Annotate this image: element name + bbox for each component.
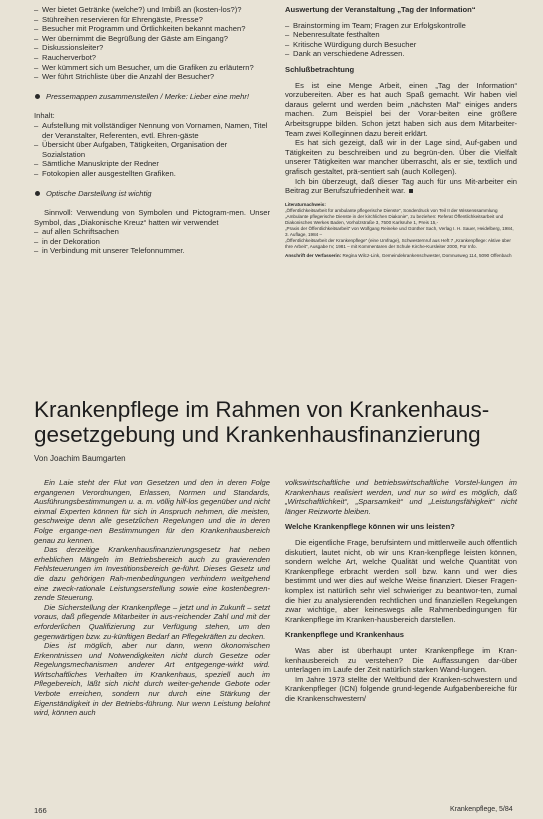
list-item: – Brainstorming im Team; Fragen zur Erfolgskontrolle: [285, 21, 517, 31]
list-item: – Wer kümmert sich um Besucher, um die Grafiken zu erläutern?: [34, 63, 270, 73]
evaluation-list: [285, 21, 517, 59]
conclusion-heading: Schlußbetrachtung: [285, 64, 355, 74]
issue-label: Krankenpflege, 5/84: [450, 806, 513, 813]
author-address: [285, 253, 517, 259]
end-mark-icon: [409, 189, 413, 193]
list-item: – in der Dekoration: [34, 237, 270, 247]
list-item: – Dank an verschiedene Adressen.: [285, 49, 517, 59]
list-item: – Kritische Würdigung durch Besucher: [285, 40, 517, 50]
list-item: – in Verbindung mit unserer Telefonnummer.: [34, 246, 270, 256]
literature-entry: „Praxis der Öffentlichkeitsarbeit“ von Wolfgang Reineke und Günther Sach, Verlag I. H. Sauer, Heidelberg, 1984, 3. Auflage, 1984 –: [285, 225, 514, 237]
evaluation-heading: Auswertung der Veranstaltung „Tag der Information“: [285, 5, 476, 14]
list-item: – Nebenresultate festhalten: [285, 30, 517, 40]
article-author: Von Joachim Baumgarten: [34, 454, 126, 463]
list-item: – Wer führt Strichliste über die Anzahl der Besucher?: [34, 72, 270, 82]
list-item: – Aufstellung mit vollständiger Nennung von Vornamen, Namen, Titel der Veranstalter, Referenten, evtl. Ehren-gäste: [34, 121, 270, 140]
conclusion-paragraph: [285, 177, 517, 196]
article-right-column: [285, 478, 517, 703]
literature-entry: „Öffentlichkeitsarbeit der Krankenpflege“ (eine Umfrage), Schwesternruf aus Heft 7 „Krankenpflege: Aktive über Ihre Arbeit“, Ausgabe IV, 1981 – mit Kommentaren der Schule Kirche-Kursleiter 2000, Für Info.: [285, 237, 511, 249]
list-item: – Fotokopien aller ausgestellten Grafiken.: [34, 169, 270, 179]
list-item: – Besucher mit Programm und Örtlichkeiten bekannt machen?: [34, 24, 270, 34]
intro-paragraph: Ein Laie steht der Flut von Gesetzen und den in deren Folge ergangenen Verordnungen, Erlassen, Normen und Standards, Ausführungsbestimmungen u. a. m. völlig hilf-los gegenüber und nicht einmal Experten können für sich in Anspruch nehmen, die meisten, geschweige denn alle gesetzlichen Regelungen und die in deren Folge ergange-nen Bestimmungen für den Krankenhausbereich genau zu kennen.: [34, 478, 270, 545]
literature-label: Literaturnachweis:: [285, 201, 326, 207]
body-paragraph: Was aber ist überhaupt unter Krankenpflege im Kran-kenhausbereich zu verstehen? Die Auffassungen dar-über unterlagen im Laufe der Zeit natürlich starken Wand-lungen.: [285, 645, 517, 675]
content-list: [34, 121, 270, 179]
list-item: – Übersicht über Aufgaben, Tätigkeiten, Organisation der Sozialstation: [34, 140, 270, 159]
list-item: – Sämtliche Manuskripte der Redner: [34, 159, 270, 169]
list-item: – Wer übernimmt die Begrüßung der Gäste am Eingang?: [34, 34, 270, 44]
sinnvoll-paragraph: Sinnvoll: Verwendung von Symbolen und Pictogram-men. Unser Symbol, das „Diakonische Kreuz“ hatten wir verwendet: [34, 208, 270, 227]
bullet-press-kit: [34, 92, 270, 102]
list-item: – Raucherverbot?: [34, 53, 270, 63]
conclusion-paragraph: Es ist eine Menge Arbeit, einen „Tag der Information“ vorzubereiten. Aber es hat auch Spaß gemacht. Wir haben viel daraus gelernt und werden beim „nächsten Mal“ einiges anders machen. Zum Beispiel bei der Vorar-beiten eine größere Arbeitsgruppe bilden. Schon jetzt haben sich aus dem Mitarbeiter-Team zwei Kolleginnen dazu bereit erklärt.: [285, 80, 517, 138]
page-number: 166: [34, 806, 47, 815]
list-item: – Stühreihen reservieren für Ehrengäste, Presse?: [34, 15, 270, 25]
section-heading: Welche Krankenpflege können wir uns leisten?: [285, 522, 455, 532]
author-address-label: Anschrift der Verfasserin:: [285, 252, 342, 258]
bullet-text: Pressemappen zusammenstellen / Merke: Lieber eine mehr!: [46, 91, 250, 101]
inhalt-label: Inhalt:: [34, 111, 55, 121]
conclusion-paragraph: Es hat sich gezeigt, daß wir in der Lage sind, Auf-gaben und Tätigkeiten zu beschreiben und zu begrün-den. Über die Vielfalt unserer Tätigkeiten war mancher überrascht, als er sie, textlich und grafisch gestaltet, prä-sentiert sah (auch Kollegen).: [285, 138, 517, 176]
bullet-text: Optische Darstellung ist wichtig: [46, 188, 152, 198]
intro-paragraph: Das derzeitige Krankenhausfinanzierungsgesetz hat neben erheblichen Mängeln im Betriebsbereich auch zu gravierenden Fehlsteuerungen im Investitionsbereich ge-führt. Dieses Gesetz und die dazu gehörigen Rah-menbedingungen verhindern weitgehend eine zweck-rationale Leistungserstellung sowie eine kostenbegren-zende Steuerung.: [34, 545, 270, 603]
bullet-dot-icon: [35, 94, 40, 99]
intro-paragraph: Dies ist möglich, aber nur dann, wenn ökonomischen Erkenntnissen und Notwendigkeiten nicht durch Gesetze oder Regelungsmechanismen anderer Art entgegenge-wirkt wird. Wirtschaftliches Verhalten im Krankenhaus, speziell auch im Pflegebereich, läßt sich nicht durch weiter-gehende Gebote oder Verbote erreichen, sondern nur durch eine Stärkung der Eigenständigkeit in der Betriebs-führung. Nur wenn Leistung belohnt wird, können auch: [34, 641, 270, 718]
symbol-usage-list: [34, 227, 270, 256]
literature-block: [285, 202, 517, 259]
bullet-dot-icon: [35, 191, 40, 196]
author-address-text: Regina Wilcz-Link, Gemeindekrankenschwester, Domnusweg 114, 5090 Offenbach: [342, 252, 512, 258]
literature-entry: „Öffentlichkeitsarbeit für ambulante pflegerische Dienste“, Sonderdruck von Teil II der Wissenssammlung „Ambulante pflegerische Dienste in der kirchlichen Diakonie“, zu beziehen: Referat Öffentlichkeitsarbeit und Diakonisches Werkes Baden, Vorholzstraße 3, 7500 Karlsruhe 1, Preis 15,-: [285, 207, 504, 225]
article-title: Krankenpflege im Rahmen von Krankenhaus-gesetzgebung und Krankenhausfinanzierung: [34, 397, 490, 447]
intro-paragraph: Die Sicherstellung der Krankenpflege – jetzt und in Zukunft – setzt voraus, daß pflegende Mitarbeiter in aus-reichender Zahl und mit der erforderlichen Qualifizierung zur Verfügung stehen, um den gegenwärtigen bzw. zu-künftigen Bedarf an Pflegekräften zu decken.: [34, 602, 270, 641]
article-left-column: [34, 478, 270, 718]
list-item: – auf allen Schriftsachen: [34, 227, 270, 237]
conclusion-text: Ich bin überzeugt, daß dieser Tag auch für uns Mit-arbeiter ein Beitrag zur Berufszufriedenheit war.: [285, 176, 517, 196]
section-heading: Krankenpflege und Krankenhaus: [285, 630, 404, 640]
question-list: [34, 5, 270, 82]
top-right-column: [285, 5, 517, 259]
body-paragraph: Die eigentliche Frage, berufsintern und mittlerweile auch öffentlich diskutiert, lautet nicht, ob wir uns Kran-kenpflege leisten können, sondern welche Art, welche Qualität und welche Quantität von Krankenpflege erbracht werden soll bzw. kann und wer dies bestimmt und wer dies auf welche Weise finanziert. Dieser Fragen-komplex ist natürlich sehr viel schwieriger zu beantwor-ten, zumal die hier zu analysierenden rechtlichen und finanziellen Regelungen zwar wichtige, aber keineswegs alle Rahmenbedingungen für Krankenpflege im Kranken-hausbereich darstellen.: [285, 537, 517, 624]
list-item: – Wer bietet Getränke (welche?) und Imbiß an (kosten-los?)?: [34, 5, 270, 15]
list-item: – Diskussionsleiter?: [34, 43, 270, 53]
bullet-visual: [34, 189, 270, 199]
intro-paragraph: volkswirtschaftliche und betriebswirtschaftliche Vorstel-lungen im Krankenhaus realisiert werden, und nur so wird es möglich, daß „Wirtschaftlichkeit“, „Sparsamkeit“ und „Leistungsfähigkeit“ nicht länger Reizworte bleiben.: [285, 478, 517, 516]
body-paragraph: Im Jahre 1973 stellte der Weltbund der Kranken-schwestern und Krankenpfleger (ICN) folgende grund-legende Aufgabenbereiche für die Krankenschwestern/: [285, 674, 517, 703]
top-left-column: [34, 5, 270, 256]
